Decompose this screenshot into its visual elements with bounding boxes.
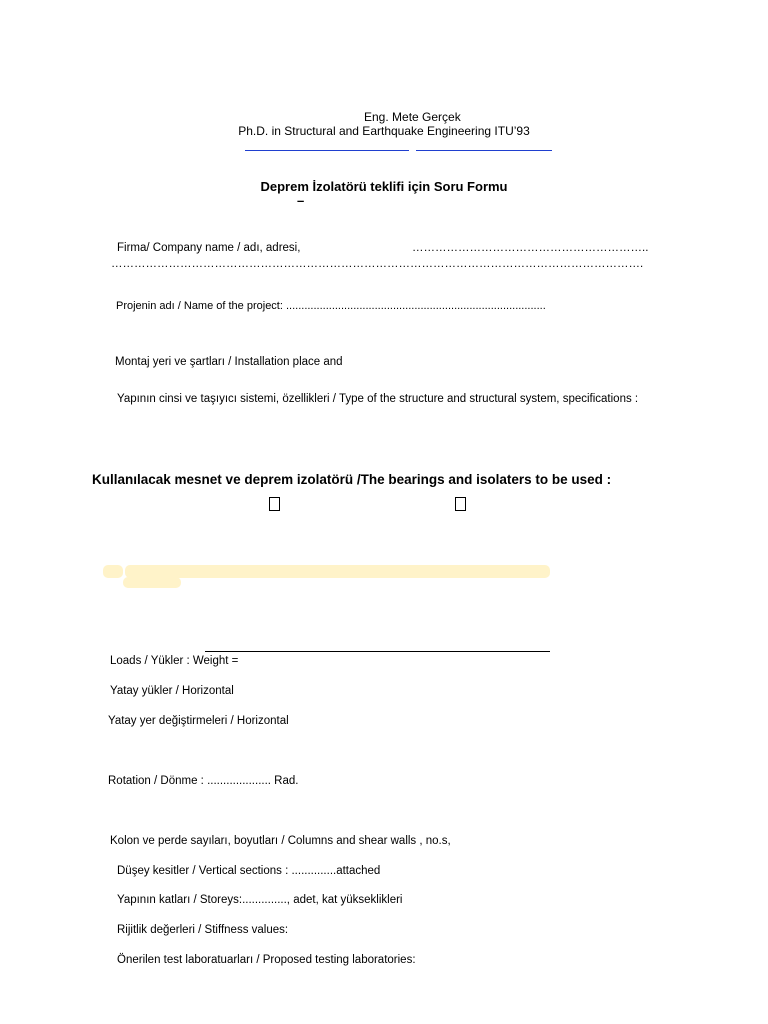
horizontal-displacement-label: Yatay yer değiştirmeleri / Horizontal — [108, 715, 289, 727]
author-credentials: Ph.D. in Structural and Earthquake Engineering ITU’93 — [238, 124, 530, 138]
title-mark: – — [297, 193, 305, 208]
highlight-bar — [125, 565, 550, 578]
bearing-option-checkbox-1[interactable] — [269, 497, 280, 511]
highlight-dot — [103, 565, 123, 578]
bearings-heading: Kullanılacak mesnet ve deprem izolatörü /The bearings and isolaters to be used : — [92, 472, 612, 487]
project-name-label[interactable]: Projenin adı / Name of the project: ..................................................................................... — [116, 300, 546, 312]
company-dots-line-1[interactable]: …………………………………………………….. — [412, 242, 649, 254]
rotation-label[interactable]: Rotation / Dönme : .................... Rad. — [108, 775, 299, 787]
installation-place-label: Montaj yeri ve şartları / Installation place and — [115, 356, 343, 368]
author-name: Eng. Mete Gerçek — [364, 110, 461, 124]
header-rule-left — [245, 150, 409, 151]
company-label: Firma/ Company name / adı, adresi, — [117, 242, 301, 254]
testing-labs-label: Önerilen test laboratuarları / Proposed testing laboratories: — [117, 954, 416, 966]
bearing-option-checkbox-2[interactable] — [455, 497, 466, 511]
header-rule-right — [416, 150, 552, 151]
highlight-bar-small — [123, 577, 181, 588]
storeys-label[interactable]: Yapının katları / Storeys:.............., adet, kat yükseklikleri — [117, 894, 403, 906]
structure-type-label: Yapının cinsi ve taşıyıcı sistemi, özellikleri / Type of the structure and structural system, specifications : — [117, 393, 639, 405]
company-dots-line-2[interactable]: …………………………………………………………………………………………………………………………. — [111, 258, 644, 270]
vertical-sections-label[interactable]: Düşey kesitler / Vertical sections : ..............attached — [117, 865, 381, 877]
columns-walls-label: Kolon ve perde sayıları, boyutları / Columns and shear walls , no.s, — [110, 835, 451, 847]
horizontal-loads-label: Yatay yükler / Horizontal — [110, 685, 234, 697]
form-title: Deprem İzolatörü teklifi için Soru Formu — [260, 179, 508, 194]
loads-separator-rule — [205, 651, 550, 652]
weight-label: Loads / Yükler : Weight = — [110, 655, 239, 667]
stiffness-label: Rijitlik değerleri / Stiffness values: — [117, 924, 289, 936]
